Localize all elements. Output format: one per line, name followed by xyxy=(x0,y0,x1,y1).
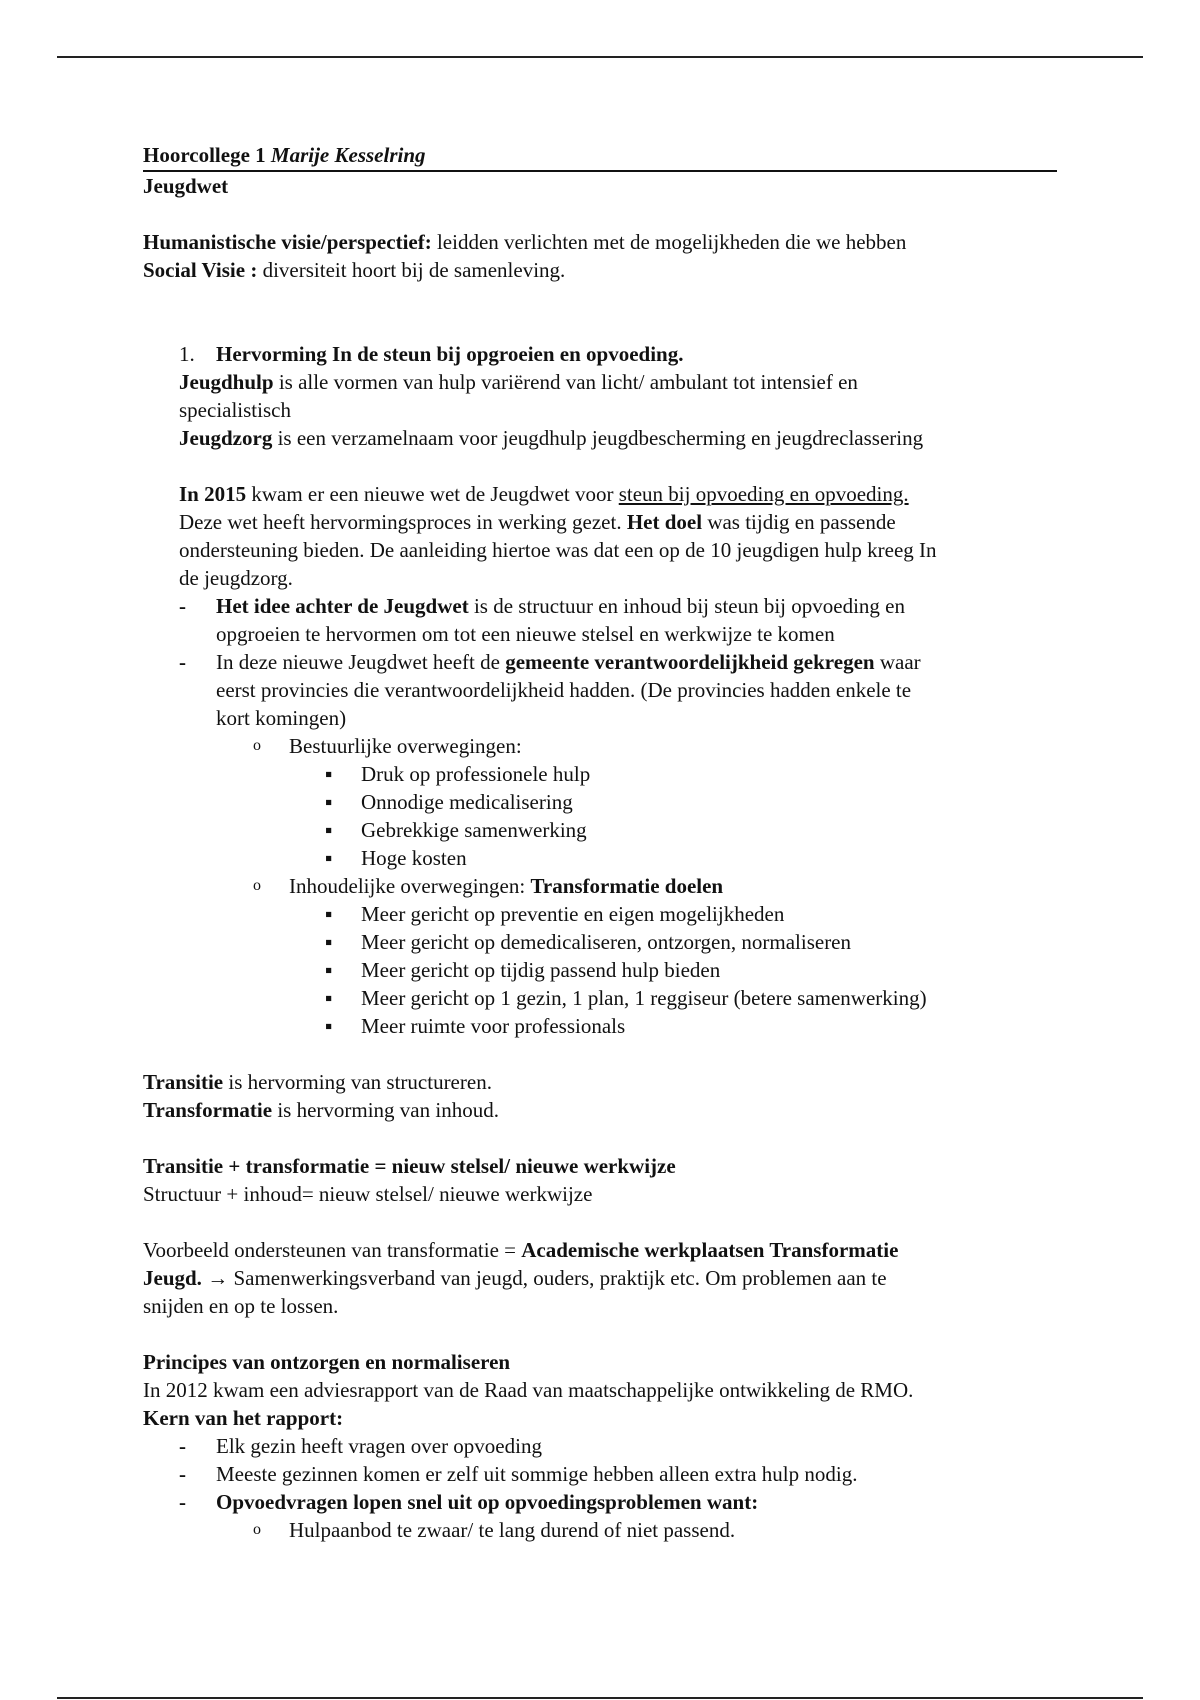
underlined-phrase: steun bij opvoeding en opvoeding. xyxy=(618,482,909,506)
dash-item-cont: kort komingen) xyxy=(216,706,347,730)
page-title: Hoorcollege 1 Marije Kesselring xyxy=(143,140,1057,172)
square-item: ▪ Meer gericht op demedicaliseren, ontzorgen, normaliseren xyxy=(325,930,852,954)
square-bullet: ▪ xyxy=(325,986,333,1010)
dash-item: - In deze nieuwe Jeugdwet heeft de gemeente verantwoordelijkheid gekregen waar xyxy=(179,650,921,674)
definition-transformatie: Transformatie is hervorming van inhoud. xyxy=(143,1098,499,1122)
square-bullet: ▪ xyxy=(325,958,333,982)
square-bullet: ▪ xyxy=(325,902,333,926)
section-number: 1. xyxy=(179,342,195,366)
bottom-rule xyxy=(57,1697,1143,1699)
square-item: ▪ Meer gericht op 1 gezin, 1 plan, 1 reggiseur (betere samenwerking) xyxy=(325,986,927,1010)
dash-bullet: - xyxy=(179,594,186,618)
example-line3: snijden en op te lossen. xyxy=(143,1294,339,1318)
formula-plain: Structuur + inhoud= nieuw stelsel/ nieuwe werkwijze xyxy=(143,1182,593,1206)
principles-heading: Principes van ontzorgen en normaliseren xyxy=(143,1350,511,1374)
square-bullet: ▪ xyxy=(325,762,333,786)
dash-item-cont: opgroeien te hervormen om tot een nieuwe stelsel en werkwijze te komen xyxy=(216,622,835,646)
square-bullet: ▪ xyxy=(325,846,333,870)
square-bullet: ▪ xyxy=(325,790,333,814)
square-item: ▪ Druk op professionele hulp xyxy=(325,762,591,786)
paragraph-2015-line3: ondersteuning bieden. De aanleiding hiertoe was dat een op de 10 jeugdigen hulp kreeg In xyxy=(179,538,937,562)
dash-bullet: - xyxy=(179,1462,186,1486)
square-item: ▪ Meer gericht op preventie en eigen mogelijkheden xyxy=(325,902,785,926)
circle-item: o Inhoudelijke overwegingen: Transformatie doelen xyxy=(253,874,724,898)
subtitle: Jeugdwet xyxy=(143,174,229,198)
square-bullet: ▪ xyxy=(325,930,333,954)
vision-humanistic: Humanistische visie/perspectief: leidden verlichten met de mogelijkheden die we hebben xyxy=(143,230,907,254)
principles-line: In 2012 kwam een adviesrapport van de Raad van maatschappelijke ontwikkeling de RMO. xyxy=(143,1378,914,1402)
circle-bullet: o xyxy=(253,877,261,894)
square-bullet: ▪ xyxy=(325,1014,333,1038)
kern-label: Kern van het rapport: xyxy=(143,1406,344,1430)
author-name: Marije Kesselring xyxy=(270,143,426,167)
square-item: ▪ Meer gericht op tijdig passend hulp bieden xyxy=(325,958,721,982)
square-item: ▪ Onnodige medicalisering xyxy=(325,790,573,814)
example-line1: Voorbeeld ondersteunen van transformatie = Academische werkplaatsen Transformatie xyxy=(143,1238,899,1262)
example-line2: Jeugd. → Samenwerkingsverband van jeugd, ouders, praktijk etc. Om problemen aan te xyxy=(143,1266,887,1290)
vision-social: Social Visie : diversiteit hoort bij de samenleving. xyxy=(143,258,566,282)
dash-bullet: - xyxy=(179,650,186,674)
dash-bullet: - xyxy=(179,1434,186,1458)
paragraph-2015: In 2015 kwam er een nieuwe wet de Jeugdwet voor steun bij opvoeding en opvoeding. xyxy=(179,482,909,506)
circle-bullet: o xyxy=(253,1521,261,1538)
dash-item: - Elk gezin heeft vragen over opvoeding xyxy=(179,1434,542,1458)
circle-item: o Bestuurlijke overwegingen: xyxy=(253,734,522,758)
definition-jeugdhulp: Jeugdhulp is alle vormen van hulp variërend van licht/ ambulant tot intensief en xyxy=(179,370,858,394)
definition-jeugdhulp-cont: specialistisch xyxy=(179,398,291,422)
dash-bullet: - xyxy=(179,1490,186,1514)
arrow-right-icon: → xyxy=(207,1266,229,1290)
top-rule xyxy=(57,56,1143,58)
square-bullet: ▪ xyxy=(325,818,333,842)
paragraph-2015-line4: de jeugdzorg. xyxy=(179,566,293,590)
dash-item: - Opvoedvragen lopen snel uit op opvoedingsproblemen want: xyxy=(179,1490,759,1514)
square-item: ▪ Hoge kosten xyxy=(325,846,467,870)
circle-item: o Hulpaanbod te zwaar/ te lang durend of niet passend. xyxy=(253,1518,736,1542)
dash-item: - Het idee achter de Jeugdwet is de structuur en inhoud bij steun bij opvoeding en xyxy=(179,594,905,618)
square-item: ▪ Meer ruimte voor professionals xyxy=(325,1014,626,1038)
dash-item: - Meeste gezinnen komen er zelf uit sommige hebben alleen extra hulp nodig. xyxy=(179,1462,858,1486)
dash-item-cont: eerst provincies die verantwoordelijkheid hadden. (De provincies hadden enkele te xyxy=(216,678,912,702)
square-item: ▪ Gebrekkige samenwerking xyxy=(325,818,587,842)
document-body xyxy=(143,140,1063,1544)
formula-bold: Transitie + transformatie = nieuw stelsel/ nieuwe werkwijze xyxy=(143,1154,676,1178)
section-heading: 1. Hervorming In de steun bij opgroeien en opvoeding. xyxy=(179,342,684,366)
definition-transitie: Transitie is hervorming van structureren. xyxy=(143,1070,492,1094)
paragraph-2015-line2: Deze wet heeft hervormingsproces in werking gezet. Het doel was tijdig en passende xyxy=(179,510,896,534)
circle-bullet: o xyxy=(253,737,261,754)
definition-jeugdzorg: Jeugdzorg is een verzamelnaam voor jeugdhulp jeugdbescherming en jeugdreclassering xyxy=(179,426,924,450)
